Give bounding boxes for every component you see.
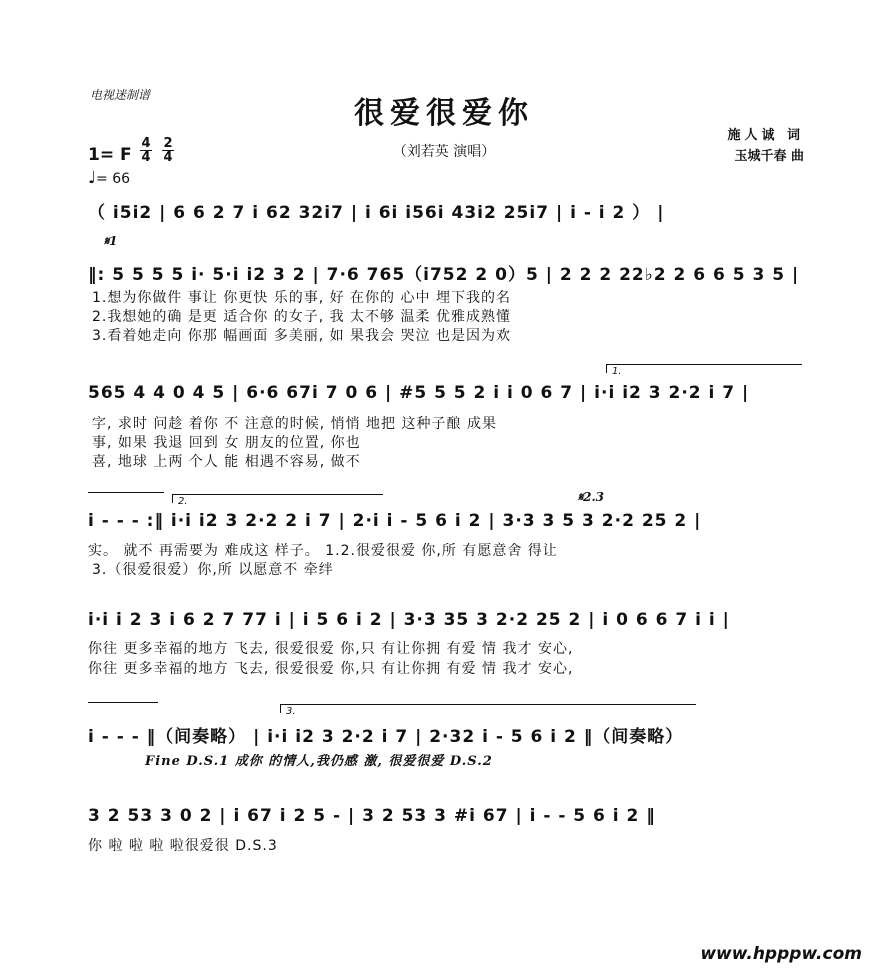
score-row-5-lyric-1: Fine D.S.1 成你 的情人,我仍感 激, 很爱很爱 D.S.2: [145, 754, 493, 769]
time-signature-2: [162, 138, 174, 163]
time-signature-1-top: 4: [141, 136, 151, 151]
song-title: 很爱很爱你: [354, 96, 534, 131]
score-row-6-notes: 3 2 53 3 0 2 | i 67 i 2 5 - | 3 2 53 3 #i 67 | i - - 5 6 i 2 ‖: [88, 806, 656, 826]
source-credit: 电视迷制谱: [90, 88, 151, 102]
volta-1-continuation: [88, 492, 164, 493]
tempo-value: = 66: [96, 171, 131, 187]
composer-credit: 玉城千春 曲: [734, 149, 804, 164]
volta-bracket-1: [606, 364, 802, 377]
score-row-4-lyric-2: 你往 更多幸福的地方 飞去, 很爱很爱 你,只 有让你拥 有爱 情 我才 安心,: [88, 661, 574, 677]
score-row-5-notes: i - - - ‖（间奏略） | i·i i2 3 2·2 i 7 | 2·32 i - 5 6 i 2 ‖（间奏略）: [88, 727, 684, 747]
score-row-1-notes: ‖: 5 5 5 5 i· 5·i i2 3 2 | 7·6 765（i752 2 0）5 | 2 2 2 22♭2 2 6 6 5 3 5 |: [88, 265, 800, 285]
score-row-2-lyric-1: 字, 求时 问趁 着你 不 注意的时候, 悄悄 地把 这种子酿 成果: [92, 416, 497, 432]
quarter-note-icon: ♩: [88, 168, 97, 188]
time-signature-1-bottom: 4: [141, 150, 151, 165]
score-row-1-lyric-3: 3.看着她走向 你那 幅画面 多美丽, 如 果我会 哭泣 也是因为欢: [92, 328, 511, 344]
score-row-2-lyric-2: 事, 如果 我退 回到 女 朋友的位置, 你也: [92, 435, 361, 451]
score-row-3-notes: i - - - :‖ i·i i2 3 2·2 2 i 7 | 2·i i - 5 6 i 2 | 3·3 3 5 3 2·2 25 2 |: [88, 511, 702, 531]
score-row-3-lyric-1: 实。 就不 再需要为 难成这 样子。 1.2.很爱很爱 你,所 有愿意舍 得让: [88, 543, 558, 559]
time-signature-2-top: 2: [163, 136, 173, 151]
singer-credit: （刘若英 演唱）: [392, 144, 496, 160]
score-row-4-notes: i·i i 2 3 i 6 2 7 77 i | i 5 6 i 2 | 3·3 35 3 2·2 25 2 | i 0 6 6 7 i i |: [88, 610, 730, 630]
time-signature-1: [140, 138, 152, 163]
score-row-1-lyric-1: 1.想为你做件 事让 你更快 乐的事, 好 在你的 心中 埋下我的名: [92, 290, 511, 306]
score-row-0-notes: （ i5i2 | 6 6 2 7 i 62 32i7 | i 6i i56i 43i2 25i7 | i - i 2 ） |: [88, 203, 665, 223]
score-row-2-lyric-3: 喜, 地球 上两 个人 能 相遇不容易, 做不: [92, 454, 361, 470]
volta-bracket-2: [172, 494, 383, 507]
time-signature-2-bottom: 4: [163, 150, 173, 165]
key-signature: 1= F: [88, 145, 132, 165]
score-row-6-lyric-1: 你 啦 啦 啦 啦很爱很 D.S.3: [88, 838, 278, 854]
volta-bracket-3: [280, 704, 696, 717]
score-row-3-lyric-2: 3.（很爱很爱）你,所 以愿意不 牵绊: [92, 562, 334, 578]
volta-label-3: 3.: [286, 706, 296, 717]
lyricist-credit: 施人诚 词: [727, 128, 804, 143]
tempo-marking: [88, 168, 130, 188]
website-watermark: www.hpppw.com: [700, 944, 862, 964]
volta-label-2: 2.: [178, 496, 188, 507]
segno-mark-1: 𝄋1: [104, 234, 118, 248]
fine-rule: [88, 702, 158, 703]
volta-label-1: 1.: [612, 366, 622, 377]
score-row-1-lyric-2: 2.我想她的确 是更 适合你 的女子, 我 太不够 温柔 优雅成熟懂: [92, 309, 511, 325]
segno-mark-2-3: 𝄋2.3: [578, 490, 605, 504]
score-row-4-lyric-1: 你往 更多幸福的地方 飞去, 很爱很爱 你,只 有让你拥 有爱 情 我才 安心,: [88, 641, 574, 657]
score-row-2-notes: 565 4 4 0 4 5 | 6·6 67i 7 0 6 | #5 5 5 2 i i 0 6 7 | i·i i2 3 2·2 i 7 |: [88, 383, 750, 403]
